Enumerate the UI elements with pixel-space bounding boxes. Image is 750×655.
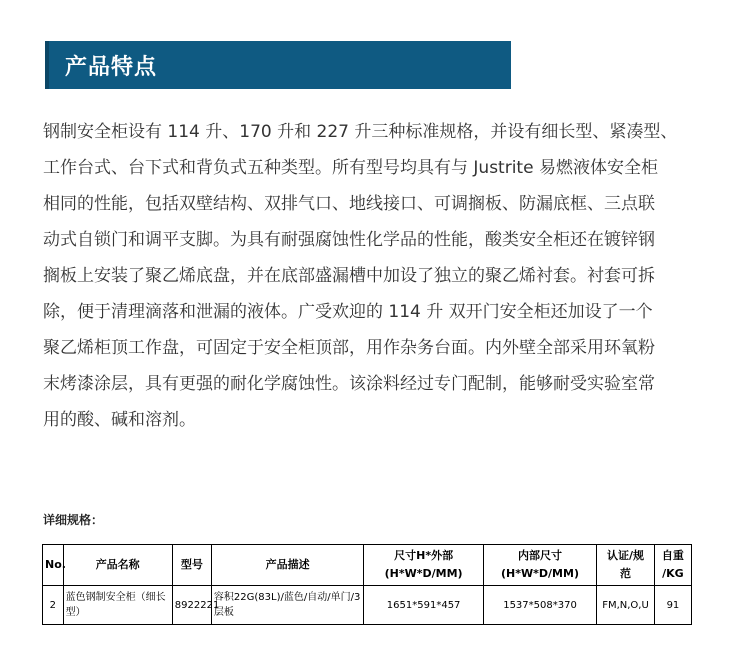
section-title: 产品特点 xyxy=(65,55,158,80)
spec-table xyxy=(42,544,692,625)
section-title-bar xyxy=(45,41,511,89)
description-line: 聚乙烯柜顶工作盘，可固定于安全柜顶部，用作杂务台面。内外壁全部采用环氧粉 xyxy=(43,338,655,358)
description-line: 相同的性能，包括双壁结构、双排气口、地线接口、可调搁板、防漏底框、三点联 xyxy=(43,194,655,214)
cell-inner-size: 1537*508*370 xyxy=(483,586,596,625)
cell-weight: 91 xyxy=(654,586,691,625)
cell-name: 蓝色钢制安全柜（细长型） xyxy=(63,586,172,625)
spec-label: 详细规格： xyxy=(43,513,104,527)
description-line: 用的酸、碱和溶剂。 xyxy=(43,410,196,430)
table-header-row xyxy=(43,545,692,586)
cell-outer-size: 1651*591*457 xyxy=(364,586,483,625)
cell-no: 2 xyxy=(43,586,64,625)
header-no: No. xyxy=(43,545,64,586)
cell-desc: 容积22G(83L)/蓝色/自动/单门/3层板 xyxy=(211,586,363,625)
cell-cert: FM,N,O,U xyxy=(597,586,655,625)
description-line: 钢制安全柜设有 114 升、170 升和 227 升三种标准规格，并设有细长型、紧凑型、 xyxy=(43,122,678,142)
table-row xyxy=(43,586,692,625)
description-line: 动式自锁门和调平支脚。为具有耐强腐蚀性化学品的性能，酸类安全柜还在镀锌钢 xyxy=(43,230,655,250)
header-model: 型号 xyxy=(172,545,211,586)
cell-model: 8922221 xyxy=(172,586,211,625)
header-desc: 产品描述 xyxy=(211,545,363,586)
header-name: 产品名称 xyxy=(63,545,172,586)
description-line: 搁板上安装了聚乙烯底盘，并在底部盛漏槽中加设了独立的聚乙烯衬套。衬套可拆 xyxy=(43,266,655,286)
description-line: 末烤漆涂层，具有更强的耐化学腐蚀性。该涂料经过专门配制，能够耐受实验室常 xyxy=(43,374,655,394)
header-inner-size: 内部尺寸 (H*W*D/MM) xyxy=(483,545,596,586)
header-outer-size: 尺寸H*外部 (H*W*D/MM) xyxy=(364,545,483,586)
description-line: 工作台式、台下式和背负式五种类型。所有型号均具有与 Justrite 易燃液体安全柜 xyxy=(43,158,658,178)
header-cert: 认证/规 范 xyxy=(597,545,655,586)
product-description xyxy=(43,114,703,438)
header-weight: 自重 /KG xyxy=(654,545,691,586)
description-line: 除，便于清理滴落和泄漏的液体。广受欢迎的 114 升 双开门安全柜还加设了一个 xyxy=(43,302,653,322)
